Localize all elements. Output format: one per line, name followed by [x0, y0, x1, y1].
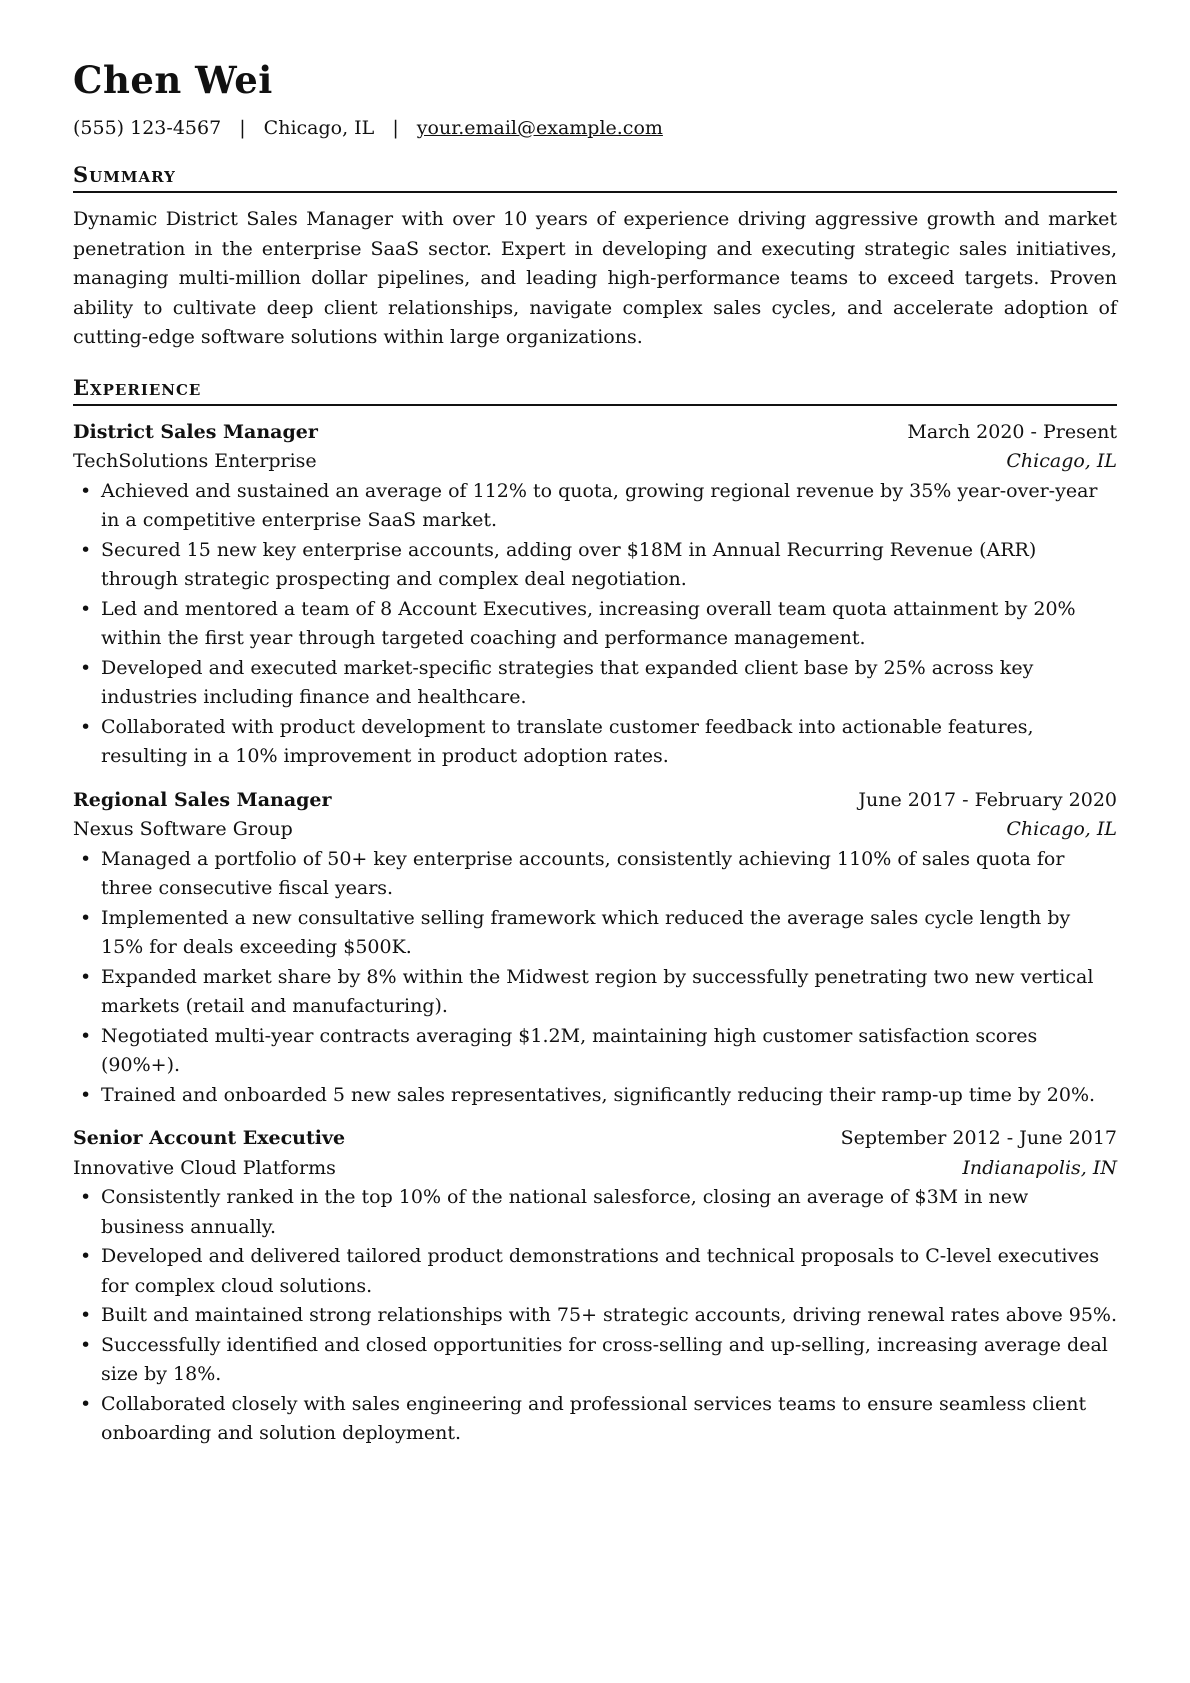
- bullet-item: [73, 536, 1117, 595]
- contact-location: Chicago, IL: [263, 117, 375, 139]
- job-entry: [73, 786, 1117, 1111]
- job-location: Indianapolis, IN: [962, 1156, 1117, 1179]
- job-location: Chicago, IL: [1006, 450, 1117, 472]
- bullet-dot-icon: •: [80, 1245, 92, 1267]
- bullet-item: [73, 1081, 1117, 1111]
- experience-list: [73, 418, 1117, 1449]
- bullet-text: Trained and onboarded 5 new sales representatives, significantly reducing their ramp-up time by 20%.: [101, 1083, 1096, 1106]
- bullet-item: [73, 845, 1117, 904]
- summary-heading: Summary: [73, 162, 1117, 193]
- job-bullets: [73, 1183, 1117, 1449]
- bullet-item: [73, 654, 1117, 713]
- bullet-dot-icon: •: [80, 1304, 92, 1326]
- bullet-dot-icon: •: [80, 1392, 92, 1415]
- experience-heading: Experience: [73, 375, 1117, 406]
- bullet-text: Built and maintained strong relationships with 75+ strategic accounts, driving renewal rates above 95%.: [101, 1304, 1118, 1326]
- bullet-text: Negotiated multi-year contracts averaging $1.2M, maintaining high customer satisfaction scores (90%+).: [101, 1024, 1038, 1076]
- job-entry: [73, 418, 1117, 772]
- candidate-name: Chen Wei: [73, 58, 273, 102]
- bullet-text: Implemented a new consultative selling framework which reduced the average sales cycle length by 15% for deals exceeding $500K.: [101, 906, 1071, 958]
- job-company: TechSolutions Enterprise: [73, 450, 317, 472]
- bullet-text: Expanded market share by 8% within the Midwest region by successfully penetrating two new vertical markets (retail and manufacturing).: [101, 965, 1094, 1017]
- job-company: Nexus Software Group: [73, 818, 293, 840]
- bullet-text: Led and mentored a team of 8 Account Executives, increasing overall team quota attainment by 20% within the first year through targeted coaching and performance management.: [101, 597, 1076, 649]
- job-location: Chicago, IL: [1006, 818, 1117, 840]
- bullet-dot-icon: •: [80, 1083, 92, 1106]
- job-title: Senior Account Executive: [73, 1127, 346, 1149]
- bullet-dot-icon: •: [80, 479, 92, 502]
- bullet-dot-icon: •: [80, 1024, 92, 1047]
- job-bullets: [73, 477, 1117, 772]
- bullet-dot-icon: •: [80, 715, 92, 738]
- job-bullets: [73, 845, 1117, 1111]
- job-dates: June 2017 - February 2020: [858, 788, 1117, 811]
- bullet-item: [73, 904, 1117, 963]
- bullet-text: Secured 15 new key enterprise accounts, adding over $18M in Annual Recurring Revenue (ARR) through strategic prospecting and complex deal negotiation.: [101, 538, 1037, 590]
- contact-separator: |: [392, 117, 399, 139]
- bullet-text: Developed and executed market-specific strategies that expanded client base by 25% across key industries including finance and healthcare.: [101, 656, 1034, 708]
- contact-line: [73, 116, 1117, 140]
- contact-separator: |: [239, 117, 246, 139]
- bullet-dot-icon: •: [80, 1333, 92, 1356]
- bullet-item: [73, 1022, 1117, 1081]
- bullet-item: [73, 1183, 1117, 1242]
- job-title: Regional Sales Manager: [73, 788, 332, 811]
- summary-text: Dynamic District Sales Manager with over 10 years of experience driving aggressive growth and market penetration in the enterprise SaaS sector. Expert in developing and executing strategic sales initiatives, managing multi-million dollar pipelines, and leading high-performance teams to exceed targets. Proven ability to cultivate deep client relationships, navigate complex sales cycles, and accelerate adoption of cutting-edge software solutions within large organizations.: [73, 208, 1117, 348]
- bullet-text: Achieved and sustained an average of 112% to quota, growing regional revenue by 35% year-over-year in a competitive enterprise SaaS market.: [101, 479, 1098, 531]
- job-header: [73, 418, 1117, 448]
- bullet-dot-icon: •: [80, 597, 92, 620]
- bullet-item: [73, 1331, 1117, 1390]
- bullet-text: Managed a portfolio of 50+ key enterprise accounts, consistently achieving 110% of sales quota for three consecutive fiscal years.: [101, 847, 1065, 899]
- bullet-item: [73, 1242, 1117, 1301]
- bullet-item: [73, 963, 1117, 1022]
- bullet-item: [73, 1390, 1117, 1449]
- job-dates: September 2012 - June 2017: [840, 1127, 1117, 1149]
- bullet-text: Successfully identified and closed opportunities for cross-selling and up-selling, increasing average deal size by 18%.: [101, 1333, 1108, 1385]
- bullet-text: Consistently ranked in the top 10% of the national salesforce, closing an average of $3M in new business annually.: [101, 1186, 1029, 1238]
- job-subheader: [73, 1154, 1117, 1184]
- bullet-item: [73, 477, 1117, 536]
- job-header: [73, 1124, 1117, 1154]
- job-entry: [73, 1124, 1117, 1449]
- job-company: Innovative Cloud Platforms: [73, 1156, 336, 1179]
- job-dates: March 2020 - Present: [907, 420, 1117, 443]
- bullet-dot-icon: •: [80, 965, 92, 988]
- bullet-text: Collaborated with product development to translate customer feedback into actionable features, resulting in a 10% improvement in product adoption rates.: [101, 715, 1034, 767]
- bullet-dot-icon: •: [80, 538, 92, 561]
- bullet-item: [73, 1301, 1117, 1331]
- bullet-dot-icon: •: [80, 906, 92, 929]
- job-subheader: [73, 815, 1117, 845]
- email-link[interactable]: your.email@example.com: [416, 117, 663, 139]
- bullet-dot-icon: •: [80, 847, 92, 870]
- job-subheader: [73, 447, 1117, 477]
- bullet-text: Collaborated closely with sales engineering and professional services teams to ensure seamless client onboarding and solution deployment.: [101, 1392, 1087, 1444]
- bullet-item: [73, 713, 1117, 772]
- bullet-dot-icon: •: [80, 656, 92, 679]
- bullet-dot-icon: •: [80, 1186, 92, 1208]
- job-title: District Sales Manager: [73, 420, 318, 443]
- bullet-text: Developed and delivered tailored product demonstrations and technical proposals to C-level executives for complex cloud solutions.: [101, 1245, 1100, 1297]
- phone-number: (555) 123-4567: [73, 117, 222, 139]
- bullet-item: [73, 595, 1117, 654]
- job-header: [73, 786, 1117, 816]
